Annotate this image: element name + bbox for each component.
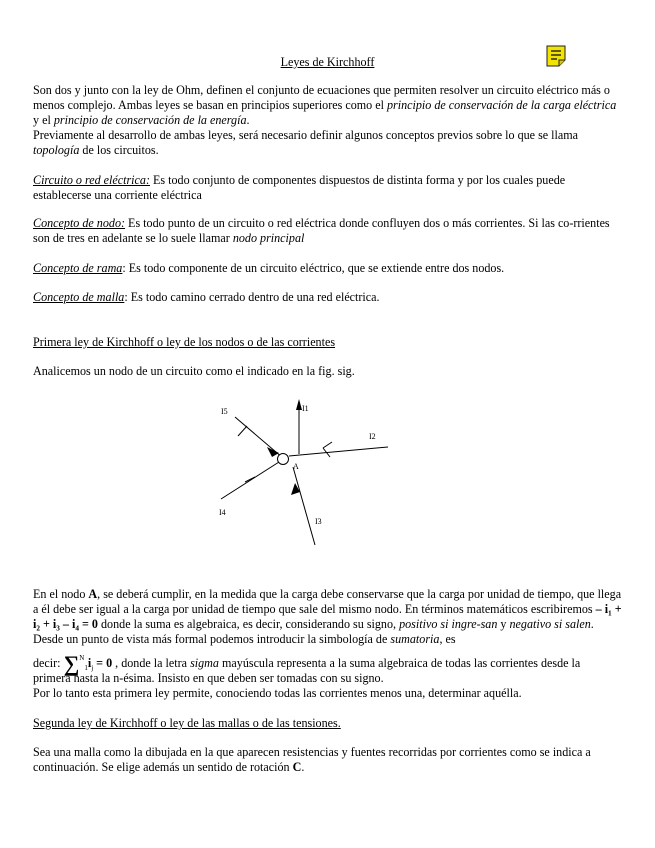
intro-italic-3: topología bbox=[33, 143, 80, 157]
label-i5: I5 bbox=[221, 407, 228, 416]
intro-paragraph bbox=[33, 83, 623, 158]
label-i4: I4 bbox=[219, 508, 226, 517]
definition-term: Circuito o red eléctrica: bbox=[33, 173, 150, 187]
page-title: Leyes de Kirchhoff bbox=[280, 55, 375, 69]
arrow-a bbox=[267, 447, 279, 457]
label-i2: I2 bbox=[369, 432, 376, 441]
definition-malla bbox=[33, 290, 623, 305]
sigma-symbol: ∑ bbox=[63, 651, 80, 676]
intro-italic-2: principio de conservación de la energía bbox=[53, 113, 247, 127]
intro-text-1: Son dos y junto con la ley de Ohm, definen el conjunto de ecuaciones que permiten resolver un circuito eléctrico más o menos complejo. Ambas leyes se basan en principios superiores como el bbox=[33, 83, 610, 112]
intro-text-3: . bbox=[246, 113, 250, 127]
tick-i4 bbox=[245, 477, 255, 482]
sticky-note-icon[interactable] bbox=[546, 45, 566, 67]
intro-text-2: y el bbox=[33, 113, 54, 127]
nodo-paragraph-end: primera hasta la n-ésima. Insisto en que deben ser tomadas con su signo. Por lo tanto esta primera ley permite, conociendo todas las corrientes menos una, determinar aquélla. bbox=[33, 671, 522, 700]
malla-paragraph: Sea una malla como la dibujada en la que aparecen resistencias y fuentes recorridas por corrientes como se indica a continuación. Se elige además un sentido de rotación C. bbox=[33, 745, 591, 774]
definition-text: Es todo punto de un circuito o red eléctrica donde confluyen dos o más corrientes. Si las co-rrientes son de tres en adelante se lo suele llamar bbox=[33, 216, 610, 245]
node-equation: – i₁ + i₂ + i₃ – i₄ = 0 bbox=[33, 602, 622, 631]
definition-text: : Es todo componente de un circuito eléctrico, que se extiende entre dos nodos. bbox=[122, 261, 505, 275]
intro-text-5: de los circuitos. bbox=[79, 143, 159, 157]
definition-text: Es todo conjunto de componentes dispuestos de distinta forma y por los cuales puede establecerse una corriente eléctrica bbox=[33, 173, 566, 202]
definition-term: Concepto de malla bbox=[33, 290, 125, 304]
branch-i2 bbox=[289, 447, 388, 456]
intro-italic-1: principio de conservación de la carga eléctrica bbox=[387, 98, 617, 112]
definition-italic: nodo principal bbox=[232, 231, 305, 245]
analicemos-text: Analicemos un nodo de un circuito como el indicado en la fig. sig. bbox=[33, 364, 355, 378]
label-node-a: A bbox=[293, 462, 299, 471]
heading-primera-ley: Primera ley de Kirchhoff o ley de los nodos o de las corrientes bbox=[33, 335, 336, 349]
node-diagram bbox=[205, 395, 405, 550]
tick-i5 bbox=[238, 426, 247, 436]
definition-circuito bbox=[33, 173, 623, 203]
tick-i2 bbox=[323, 442, 332, 448]
definition-term: Concepto de rama bbox=[33, 261, 123, 275]
arrow-i3 bbox=[291, 483, 300, 495]
intro-text-4: Previamente al desarrollo de ambas leyes, será necesario definir algunos conceptos previos sobre lo que se llama bbox=[33, 128, 579, 142]
label-i3: I3 bbox=[315, 517, 322, 526]
definition-text: : Es todo camino cerrado dentro de una red eléctrica. bbox=[124, 290, 380, 304]
definition-nodo bbox=[33, 216, 623, 246]
branch-i3 bbox=[293, 467, 315, 545]
label-i1: I1 bbox=[302, 404, 309, 413]
branch-i4 bbox=[221, 462, 279, 499]
definition-term: Concepto de nodo: bbox=[33, 216, 126, 230]
nodo-paragraph: En el nodo A, se deberá cumplir, en la medida que la carga debe conservarse que la carga por unidad de tiempo, que llega a él debe ser igual a la carga por unidad de tiempo que sale del mismo nodo. En términos matemáticos escribiremos – i₁ + i₂ + i₃ – i₄ = 0 donde la suma es algebraica, es decir, considerando su signo, positivo si ingre-san y negativo si salen. Desde un punto de vista más formal podemos introducir la simbología de sumatoria, es bbox=[33, 587, 622, 646]
sumatoria-line: decir: $\sum^N_1i_j = 0$ , donde la letra sigma mayúscula representa a la suma algebraica de todas las corrientes desde la bbox=[33, 651, 581, 676]
rotation-c-bold: C bbox=[292, 760, 302, 774]
node-a-bold: A bbox=[88, 587, 98, 601]
node-a-circle bbox=[278, 454, 289, 465]
heading-segunda-ley: Segunda ley de Kirchhoff o ley de las mallas o de las tensiones. bbox=[33, 716, 341, 730]
definition-rama bbox=[33, 261, 623, 276]
